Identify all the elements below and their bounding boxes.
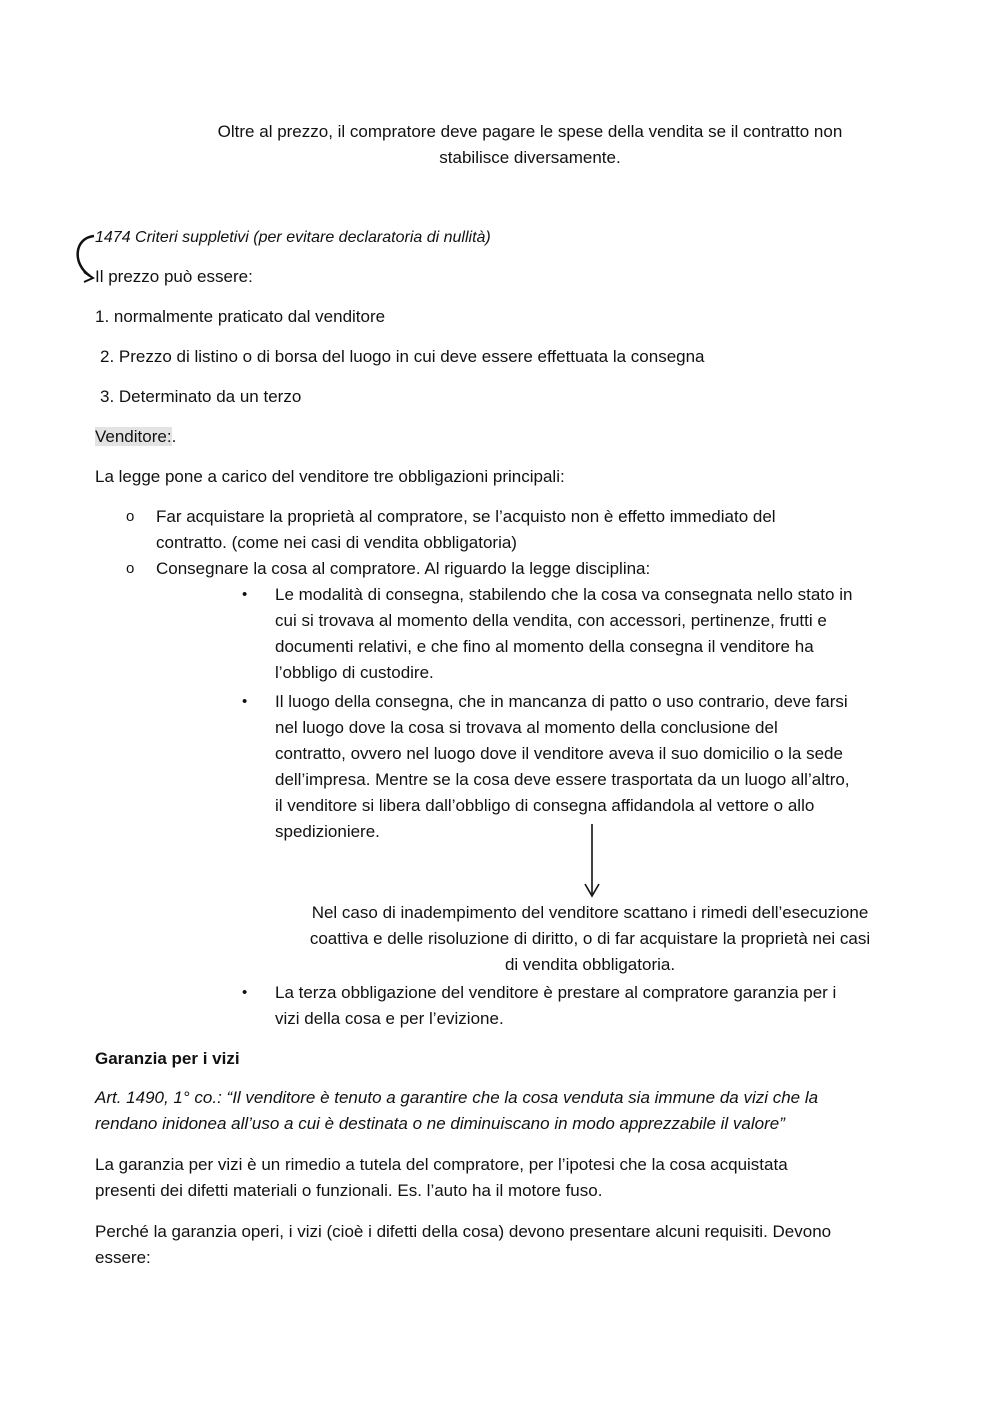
bullet-line: Il luogo della consegna, che in mancanza di patto o uso contrario, deve farsi	[275, 692, 848, 711]
bullet-marker: •	[242, 984, 248, 1001]
obligation-line: contratto. (come nei casi di vendita obbligatoria)	[156, 533, 517, 552]
bullet-line: nel luogo dove la cosa si trovava al momento della conclusione del	[275, 718, 778, 737]
article-line: rendano inidonea all’uso a cui è destinata o ne diminuiscano in modo apprezzabile il valore”	[95, 1114, 785, 1133]
article-line: Art. 1490, 1° co.: “Il venditore è tenuto a garantire che la cosa venduta sia immune da vizi che la	[95, 1088, 819, 1107]
bullet-item	[275, 582, 905, 686]
bullet-line: spedizioniere.	[275, 822, 380, 841]
paragraph-line: La garanzia per vizi è un rimedio a tutela del compratore, per l’ipotesi che la cosa acquistata	[95, 1155, 788, 1174]
criteria-lead: Il prezzo può essere:	[95, 267, 253, 286]
warranty-paragraph	[95, 1152, 905, 1204]
seller-intro: La legge pone a carico del venditore tre obbligazioni principali:	[95, 467, 565, 486]
intro-line: Oltre al prezzo, il compratore deve pagare le spese della vendita se il contratto non	[217, 122, 843, 141]
intro-line: stabilisce diversamente.	[439, 148, 621, 167]
criteria-item: 1. normalmente praticato dal venditore	[95, 307, 386, 326]
obligation-item	[156, 556, 896, 582]
note-line: Nel caso di inadempimento del venditore scattano i rimedi dell’esecuzione	[311, 903, 869, 922]
bullet-item	[275, 980, 905, 1032]
paragraph-line: Perché la garanzia operi, i vizi (cioè i difetti della cosa) devono presentare alcuni requisiti. Devono	[95, 1222, 832, 1241]
bullet-line: dell’impresa. Mentre se la cosa deve essere trasportata da un luogo all’altro,	[275, 770, 850, 789]
bullet-line: contratto, ovvero nel luogo dove il venditore aveva il suo domicilio o la sede	[275, 744, 843, 763]
intro-paragraph	[130, 119, 930, 171]
consequence-note	[270, 900, 910, 978]
criteria-item: 2. Prezzo di listino o di borsa del luogo in cui deve essere effettuata la consegna	[100, 347, 705, 366]
obligation-item	[156, 504, 896, 556]
obligation-line: Consegnare la cosa al compratore. Al riguardo la legge disciplina:	[156, 559, 651, 578]
bullet-line: vizi della cosa e per l’evizione.	[275, 1009, 504, 1028]
note-line: coattiva e delle risoluzione di diritto, o di far acquistare la proprietà nei casi	[309, 929, 871, 948]
note-line: di vendita obbligatoria.	[504, 955, 676, 974]
bullet-line: La terza obbligazione del venditore è prestare al compratore garanzia per i	[275, 983, 837, 1002]
bullet-line: documenti relativi, e che fino al momento della consegna il venditore ha	[275, 637, 814, 656]
list-marker: o	[126, 560, 135, 577]
bullet-line: il venditore si libera dall’obbligo di consegna affidandola al vettore o allo	[275, 796, 815, 815]
list-marker: o	[126, 508, 135, 525]
warranty-paragraph	[95, 1219, 905, 1271]
paragraph-line: essere:	[95, 1248, 151, 1267]
article-quote	[95, 1085, 905, 1137]
bullet-marker: •	[242, 586, 248, 603]
bullet-line: l’obbligo di custodire.	[275, 663, 434, 682]
seller-heading	[95, 424, 176, 450]
warranty-heading: Garanzia per i vizi	[95, 1049, 240, 1068]
criteria-item: 3. Determinato da un terzo	[100, 387, 302, 406]
seller-label: Venditore:	[95, 427, 172, 446]
bullet-marker: •	[242, 693, 248, 710]
bullet-line: cui si trovava al momento della vendita, con accessori, pertinenze, frutti e	[275, 611, 827, 630]
down-arrow-icon	[582, 822, 602, 900]
obligation-line: Far acquistare la proprietà al compratore, se l’acquisto non è effetto immediato del	[156, 507, 776, 526]
bullet-line: Le modalità di consegna, stabilendo che la cosa va consegnata nello stato in	[275, 585, 853, 604]
paragraph-line: presenti dei difetti materiali o funzionali. Es. l’auto ha il motore fuso.	[95, 1181, 603, 1200]
criteria-heading: 1474 Criteri suppletivi (per evitare declaratoria di nullità)	[95, 229, 491, 246]
seller-label-suffix: .	[171, 427, 177, 446]
